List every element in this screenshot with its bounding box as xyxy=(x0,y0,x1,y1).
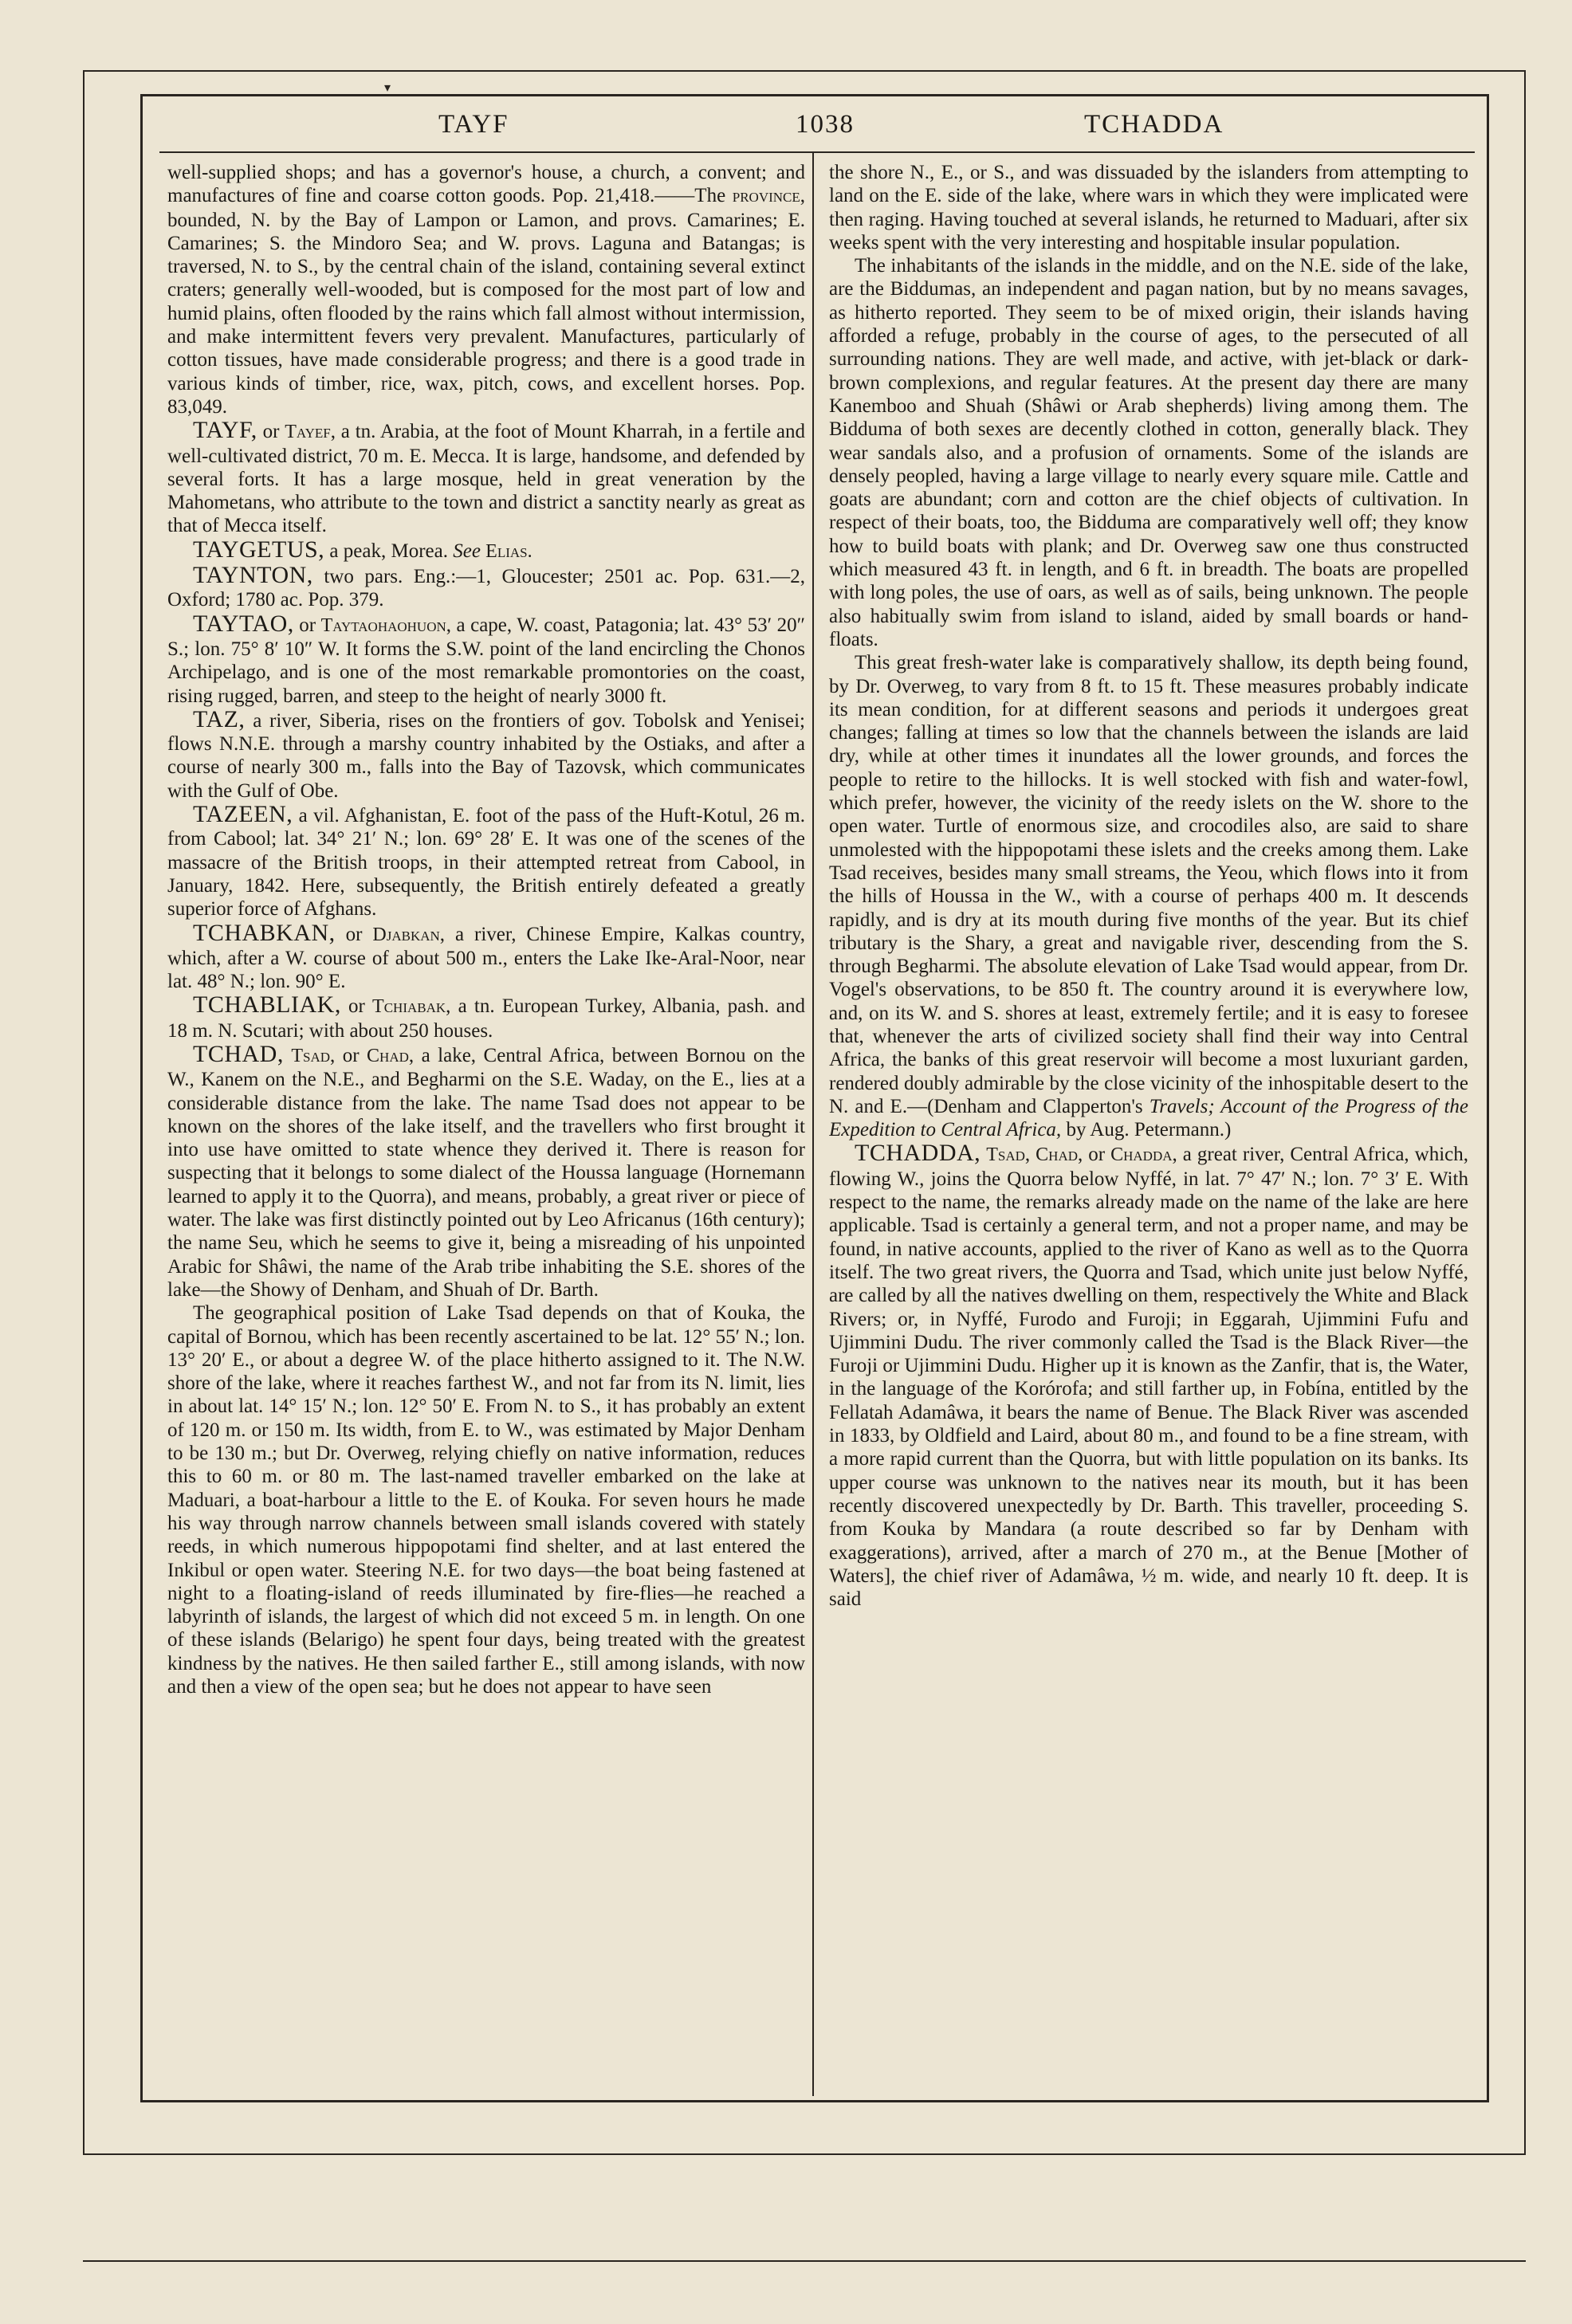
entry-tchad: TCHAD, Tsad, or Chad, a lake, Central Africa, between Bornou on the W., Kanem on the N.E., and Begharmi on the S.E. Waday, on the E., lies at a considerable distance from the lake. The name Tsad does not appear to be known on the shores of the lake itself, and the travellers who first brought it into use have omitted to state whence they derived it. There is reason for suspecting that it belongs to some dialect of the Houssa language (Hornemann learned to apply it to the Quorra), and means, probably, a great river or piece of water. The lake was first distinctly pointed out by Leo Africanus (16th century); the name Seu, which he seems to give it, being a misreading of his unpointed Arabic for Shâwi, the name of the Arab tribe inhabiting the S.E. shores of the lake—the Showy of Denham, and Shuah of Dr. Barth. xyxy=(167,1040,805,1301)
headword: TCHABKAN, xyxy=(193,919,336,946)
running-head xyxy=(159,110,1464,151)
tchad-inhabitants-paragraph: The inhabitants of the islands in the middle, and on the N.E. side of the lake, are the Biddumas, an independent and pagan nation, but by no means savages, as hitherto reported. They seem to be of mixed origin, their islands having afforded a refuge, probably in the course of ages, to the persecuted of all surrounding nations. They are well made, and active, with jet-black or dark-brown complexions, and regular features. At the present day there are many Kanemboo and Shuah (Shâwi or Arab shepherds) living among them. The Bidduma of both sexes are decently clothed in cotton, generally black. They wear sandals also, and a profusion of ornaments. Some of the islands are densely peopled, having a large village to nearly every square mile. Cattle and goats are abundant; corn and cotton are the chief objects of cultivation. In respect of their boats, too, the Bidduma are comparatively well off; they know how to build boats with plank; and Dr. Overweg saw one thus constructed which measured 43 ft. in length, and 6 ft. in breadth. The boats are propelled with long poles, the use of oars, as well as of sails, being unknown. The people also habitually swim from island to island, aided by small boards or hand-floats. xyxy=(829,255,1468,650)
entry-taytao: TAYTAO, or Taytaohaohuon, a cape, W. coast, Patagonia; lat. 43° 53′ 20″ S.; lon. 75° 8′ 10″ W. It forms the S.W. point of the land encircling the Chonos Archipelago, and is one of the most remarkable promontories on the coast, rising rugged, barren, and steep to the height of nearly 3000 ft. xyxy=(167,610,805,707)
entry-tayf: TAYF, or Tayef, a tn. Arabia, at the foot of Mount Kharrah, in a fertile and well-cultivated district, 70 m. E. Mecca. It is large, handsome, and defended by several forts. It has a large mosque, held in great veneration by the Mahometans, who attribute to the town and district a sanctity nearly as great as that of Mecca itself. xyxy=(167,417,805,537)
headword: TAYNTON, xyxy=(193,562,313,589)
entry-taz: TAZ, a river, Siberia, rises on the frontiers of gov. Tobolsk and Yenisei; flows N.N.E. through a marshy country inhabited by the Ostiaks, and after a course of nearly 300 m., falls into the Bay of Tazovsk, which communicates with the Gulf of Obe. xyxy=(167,705,805,802)
bottom-rule xyxy=(83,2260,1526,2262)
entry-tazeen: TAZEEN, a vil. Afghanistan, E. foot of the pass of the Huft-Kotul, 26 m. from Cabool; lat. 34° 21′ N.; lon. 69° 28′ E. It was one of the scenes of the massacre of the British troops, in their attempted retreat from Cabool, in January, 1842. Here, subsequently, the British entirely defeated a greatly superior force of Afghans. xyxy=(167,801,805,921)
headword: TCHAD, xyxy=(193,1040,284,1067)
page-number: 1038 xyxy=(796,110,855,139)
entry-taynton: TAYNTON, two pars. Eng.:—1, Gloucester; 2501 ac. Pop. 631.—2, Oxford; 1780 ac. Pop. 379. xyxy=(167,562,805,611)
headword: TCHADDA, xyxy=(855,1140,981,1167)
entry-tchabkan: TCHABKAN, or Djabkan, a river, Chinese Empire, Kalkas country, which, after a W. course of about 500 m., enters the Lake Ike-Aral-Noor, near lat. 48° N.; lon. 90° E. xyxy=(167,919,805,993)
entry-tchabliak: TCHABLIAK, or Tchiabak, a tn. European Turkey, Albania, pash. and 18 m. N. Scutari; with about 250 houses. xyxy=(167,991,805,1042)
headword: TAZ, xyxy=(193,705,246,732)
header-rule xyxy=(159,151,1475,153)
entry-taygetus: TAYGETUS, a peak, Morea. See Elias. xyxy=(193,536,533,563)
printer-mark: ▾ xyxy=(384,81,391,95)
headword: TAYTAO, xyxy=(193,610,294,637)
left-column xyxy=(167,161,805,2090)
tayabas-continued: well-supplied shops; and has a governor's house, a church, a convent; and manufactures of fine and coarse cotton goods. Pop. 21,418.——The province, bounded, N. by the Bay of Lampon or Lamon, and provs. Camarines; E. Camarines; S. the Mindoro Sea; and W. provs. Laguna and Batangas; is traversed, N. to S., by the central chain of the island, containing several extinct craters; generally well-wooded, but is composed for the most part of low and humid plains, often flooded by the rains which fall almost without intermission, and make intermittent fevers very prevalent. Manufactures, particularly of cotton tissues, have made considerable progress; and there is a good trade in various kinds of timber, rice, wax, pitch, cows, and excellent horses. Pop. 83,049. xyxy=(167,162,805,418)
headword: TAYGETUS, xyxy=(193,536,325,563)
right-column xyxy=(829,161,1468,2090)
tchad-geography-paragraph: The geographical position of Lake Tsad depends on that of Kouka, the capital of Bornou, which has been recently ascertained to be lat. 12° 55′ N.; lon. 13° 20′ E., or about a degree W. of the place hitherto assigned to it. The N.W. shore of the lake, where it reaches farthest W., and not far from its N. limit, lies in about lat. 14° 15′ N.; lon. 12° 50′ E. From N. to S., it has probably an extent of 120 m. or 150 m. Its width, from E. to W., was estimated by Major Denham to be 130 m.; but Dr. Overweg, relying chiefly on native information, reduces this to 60 m. or 80 m. The last-named traveller embarked on the lake at Maduari, a boat-harbour a little to the E. of Kouka. For seven hours he made his way through narrow channels between small islands covered with stately reeds, in which numerous hippopotami find shelter, and at last entered the Inkibul or open water. Steering N.E. for two days—the boat being fastened at night to a floating-island of reeds illuminated by fire-flies—he reached a labyrinth of islands, the largest of which did not exceed 5 m. in length. On one of these islands (Belarigo) he spent four days, being treated with the greatest kindness by the natives. He then sailed farther E., still among islands, with now and then a view of the open sea; but he does not appear to have seen xyxy=(167,1302,805,1698)
headword: TCHABLIAK, xyxy=(193,991,341,1019)
headword: TAYF, xyxy=(193,417,257,444)
right-head-word: TCHADDA xyxy=(1084,110,1224,139)
tchad-lake-paragraph: This great fresh-water lake is comparatively shallow, its depth being found, by Dr. Overweg, to vary from 8 ft. to 15 ft. These measures probably indicate its mean condition, for at different seasons and periods it undergoes great changes; falling at times so low that the channels between the islands are laid dry, while at other times it inundates all the lower grounds, and forces the people to retire to the hillocks. It is well stocked with fish and water-fowl, which prefer, however, the vicinity of the reedy islets on the W. shore to the open water. Turtle of enormous size, and crocodiles also, are said to share unmolested with the hippopotami these islets and the creeks among them. Lake Tsad receives, besides many small streams, the Yeou, which flows into it from the hills of Houssa in the W., with a course of perhaps 400 m. It descends rapidly, and is dry at its mouth during five months of the year. But its chief tributary is the Shary, a great and navigable river, descending from the S. through Begharmi. The absolute elevation of Lake Tsad would appear, from Dr. Vogel's observations, to be 850 ft. The country around it is everywhere low, and, on its W. and S. shores at least, extremely fertile; and it is easy to foresee that, whenever the arts of civilized society shall find their way into Central Africa, the banks of this great reservoir will become a most luxuriant garden, rendered doubly admirable by the close vicinity of the inhospitable desert to the N. and E.—(Denham and Clapperton's Travels; Account of the Progress of the Expedition to Central Africa, by Aug. Petermann.) xyxy=(829,652,1468,1141)
left-head-word: TAYF xyxy=(438,110,509,139)
column-divider xyxy=(812,153,814,2096)
entry-tchadda: TCHADDA, Tsad, Chad, or Chadda, a great river, Central Africa, which, flowing W., joins the Quorra below Nyffé, in lat. 7° 47′ N.; lon. 7° 3′ E. With respect to the name, the remarks already made on the name of the lake are here applicable. Tsad is certainly a general term, and not a proper name, and may be found, in native accounts, applied to the river of Kano as well as to the Quorra itself. The two great rivers, the Quorra and Tsad, which unite just below Nyffé, are called by all the natives dwelling on them, respectively the White and Black Rivers; or, in Nyffé, Furodo and Furoji; in Eggarah, Ujimmini Fufu and Ujimmini Dudu. The river commonly called the Tsad is the Black River—the Furoji or Ujimmini Dudu. Higher up it is known as the Zanfir, that is, the Water, in the language of the Korórofa; and still farther up, in Fobína, entitled by the Fellatah Adamâwa, it bears the name of Benue. The Black River was ascended in 1833, by Oldfield and Laird, about 80 m., and found to be a fine stream, with a more rapid current than the Quorra, but with little population on its banks. Its upper course was unknown to the natives near its mouth, but it has been recently discovered unexpectedly by Dr. Barth. This traveller, proceeding S. from Kouka by Mandara (a route described so far by Denham with exaggerations), arrived, after a march of 270 m., at the Benue [Mother of Waters], the chief river of Adamâwa, ½ m. wide, and nearly 10 ft. deep. It is said xyxy=(829,1140,1468,1611)
tchad-continued: the shore N., E., or S., and was dissuaded by the islanders from attempting to land on the E. side of the lake, where wars in which they were implicated were then raging. Having touched at several islands, he returned to Maduari, after six weeks spent with the very interesting and hospitable insular population. xyxy=(829,162,1468,253)
headword: TAZEEN, xyxy=(193,801,293,828)
